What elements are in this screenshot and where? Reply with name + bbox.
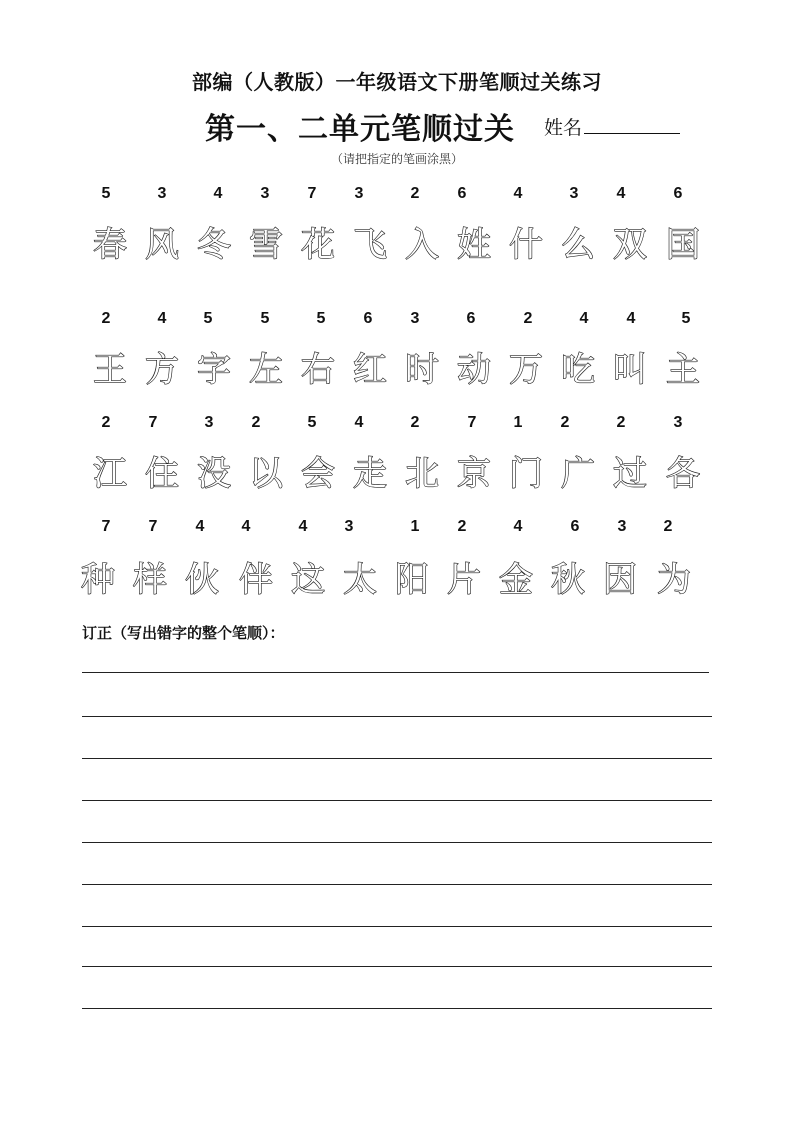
- stroke-number: 4: [213, 185, 223, 202]
- outline-character[interactable]: 吃: [561, 350, 595, 390]
- writing-line: [82, 842, 712, 843]
- outline-character[interactable]: 样: [133, 560, 167, 600]
- outline-character[interactable]: 风: [145, 225, 179, 265]
- worksheet-title: 部编（人教版）一年级语文下册笔顺过关练习: [192, 70, 602, 94]
- stroke-number: 2: [101, 414, 111, 431]
- stroke-number: 4: [241, 518, 251, 535]
- stroke-number: 2: [410, 185, 420, 202]
- outline-character[interactable]: 江: [93, 454, 127, 494]
- writing-line: [82, 966, 712, 967]
- outline-character[interactable]: 冬: [197, 225, 231, 265]
- stroke-number: 4: [513, 518, 523, 535]
- stroke-number: 7: [467, 414, 477, 431]
- character-row: [0, 185, 794, 285]
- stroke-number: 2: [616, 414, 626, 431]
- outline-character[interactable]: 以: [249, 454, 283, 494]
- outline-character[interactable]: 时: [405, 350, 439, 390]
- outline-character[interactable]: 什: [509, 225, 543, 265]
- stroke-number: 2: [251, 414, 261, 431]
- stroke-number: 7: [148, 414, 158, 431]
- outline-character[interactable]: 这: [291, 560, 325, 600]
- writing-line: [82, 926, 712, 927]
- stroke-number: 2: [523, 310, 533, 327]
- stroke-number: 6: [363, 310, 373, 327]
- stroke-number: 3: [354, 185, 364, 202]
- stroke-number: 4: [626, 310, 636, 327]
- stroke-number: 5: [681, 310, 691, 327]
- stroke-number: 6: [570, 518, 580, 535]
- writing-line: [82, 672, 709, 673]
- outline-character[interactable]: 种: [81, 560, 115, 600]
- stroke-number: 6: [457, 185, 467, 202]
- stroke-number: 7: [101, 518, 111, 535]
- stroke-number: 5: [307, 414, 317, 431]
- stroke-number: 4: [513, 185, 523, 202]
- outline-character[interactable]: 伙: [185, 560, 219, 600]
- outline-character[interactable]: 姓: [457, 225, 491, 265]
- stroke-number: 2: [410, 414, 420, 431]
- writing-line: [82, 800, 712, 801]
- outline-character[interactable]: 伴: [239, 560, 273, 600]
- outline-character[interactable]: 主: [666, 350, 700, 390]
- unit-subtitle: 第一、二单元笔顺过关: [205, 112, 515, 147]
- correction-label: 订正（写出错字的整个笔顺）：: [82, 624, 285, 642]
- stroke-number: 4: [616, 185, 626, 202]
- writing-line: [82, 758, 712, 759]
- outline-character[interactable]: 双: [613, 225, 647, 265]
- outline-character[interactable]: 飞: [353, 225, 387, 265]
- outline-character[interactable]: 京: [457, 454, 491, 494]
- stroke-number: 4: [579, 310, 589, 327]
- stroke-number: 3: [260, 185, 270, 202]
- character-row: [0, 414, 794, 514]
- outline-character[interactable]: 片: [447, 560, 481, 600]
- outline-character[interactable]: 各: [666, 454, 700, 494]
- outline-character[interactable]: 红: [353, 350, 387, 390]
- outline-character[interactable]: 北: [405, 454, 439, 494]
- stroke-number: 1: [410, 518, 420, 535]
- stroke-number: 6: [673, 185, 683, 202]
- stroke-number: 3: [344, 518, 354, 535]
- stroke-number: 6: [466, 310, 476, 327]
- stroke-number: 5: [316, 310, 326, 327]
- outline-character[interactable]: 因: [603, 560, 637, 600]
- outline-character[interactable]: 太: [343, 560, 377, 600]
- stroke-number: 2: [560, 414, 570, 431]
- stroke-number: 4: [157, 310, 167, 327]
- outline-character[interactable]: 字: [197, 350, 231, 390]
- writing-line: [82, 884, 712, 885]
- stroke-number: 4: [195, 518, 205, 535]
- instruction-text: （请把指定的笔画涂黑）: [330, 152, 463, 166]
- outline-character[interactable]: 金: [499, 560, 533, 600]
- stroke-number: 3: [157, 185, 167, 202]
- stroke-number: 5: [260, 310, 270, 327]
- stroke-number: 1: [513, 414, 523, 431]
- outline-character[interactable]: 广: [561, 454, 595, 494]
- name-blank-line: [584, 115, 680, 134]
- outline-character[interactable]: 住: [145, 454, 179, 494]
- character-row: [0, 310, 794, 410]
- outline-character[interactable]: 走: [353, 454, 387, 494]
- outline-character[interactable]: 么: [561, 225, 595, 265]
- outline-character[interactable]: 过: [613, 454, 647, 494]
- stroke-number: 3: [569, 185, 579, 202]
- name-label: 姓名: [544, 117, 583, 139]
- outline-character[interactable]: 为: [657, 560, 691, 600]
- outline-character[interactable]: 花: [301, 225, 335, 265]
- stroke-number: 5: [101, 185, 111, 202]
- stroke-number: 3: [204, 414, 214, 431]
- stroke-number: 7: [148, 518, 158, 535]
- stroke-number: 2: [101, 310, 111, 327]
- outline-character[interactable]: 叫: [613, 350, 647, 390]
- writing-line: [82, 1008, 712, 1009]
- outline-character[interactable]: 国: [666, 225, 700, 265]
- stroke-number: 5: [203, 310, 213, 327]
- outline-character[interactable]: 会: [301, 454, 335, 494]
- outline-character[interactable]: 雪: [249, 225, 283, 265]
- name-field: [544, 113, 680, 140]
- stroke-number: 3: [673, 414, 683, 431]
- stroke-number: 3: [410, 310, 420, 327]
- outline-character[interactable]: 左: [249, 350, 283, 390]
- outline-character[interactable]: 秋: [551, 560, 585, 600]
- stroke-number: 7: [307, 185, 317, 202]
- outline-character[interactable]: 王: [93, 350, 127, 390]
- outline-character[interactable]: 入: [405, 225, 439, 265]
- stroke-number: 3: [617, 518, 627, 535]
- outline-character[interactable]: 春: [93, 225, 127, 265]
- outline-character[interactable]: 动: [457, 350, 491, 390]
- stroke-number: 4: [354, 414, 364, 431]
- stroke-number: 4: [298, 518, 308, 535]
- outline-character[interactable]: 方: [145, 350, 179, 390]
- writing-line: [82, 716, 712, 717]
- outline-character[interactable]: 阳: [395, 560, 429, 600]
- stroke-number: 2: [663, 518, 673, 535]
- outline-character[interactable]: 万: [509, 350, 543, 390]
- outline-character[interactable]: 门: [509, 454, 543, 494]
- stroke-number: 2: [457, 518, 467, 535]
- outline-character[interactable]: 没: [197, 454, 231, 494]
- character-row: [0, 518, 794, 618]
- outline-character[interactable]: 右: [301, 350, 335, 390]
